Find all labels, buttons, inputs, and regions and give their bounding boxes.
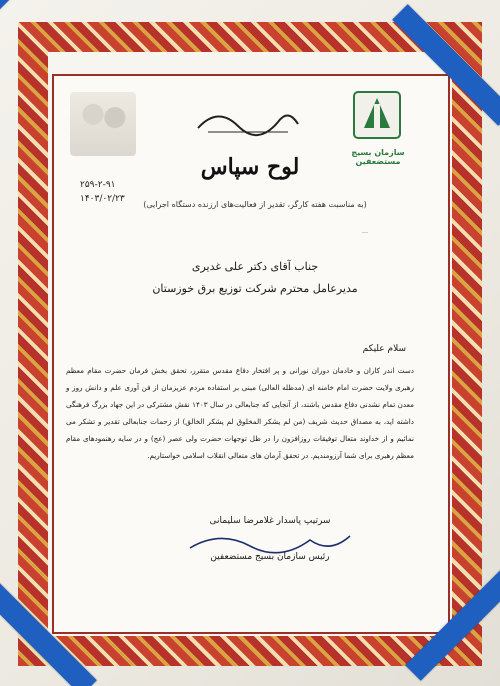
signatory-title: رئیس سازمان بسیج مستضعفین xyxy=(210,552,330,562)
greeting: سلام علیکم xyxy=(362,344,406,354)
certificate-title: لوح سپاس xyxy=(200,154,300,180)
small-note: … xyxy=(362,228,368,235)
recipient-title: مدیرعامل محترم شرکت توزیع برق خوزستان xyxy=(152,282,358,295)
recipient-block xyxy=(140,256,370,300)
recipient-name: جناب آقای دکتر علی غدیری xyxy=(191,260,319,273)
certificate-subtitle: (به مناسبت هفته کارگر، تقدیر از فعالیت‌های ارزنده دستگاه اجرایی) xyxy=(143,200,367,209)
basij-emblem-icon xyxy=(348,86,406,144)
organization-name: سازمان بسیج مستضعفین xyxy=(351,148,405,166)
body-text: دست اندر کاران و خادمان دوران نورانی و پر افتخار دفاع مقدس متقرر، تحقق بخش فرمان حضرت مقام معظم رهبری ولایت حضرت امام خامنه ای (مدظله العالی) مبنی بر استفاده مردم عزیزمان از فن آوری علم و دانش روز و معدن تمام نشدنی دفاع مقدس باشند، از آنجایی که جنابعالی در سال ۱۴۰۳ نقش مشترکی در این جهاد بزرگ فرهنگی داشته اید، به مصداق حدیث شریف (من لم یشکر المخلوق لم یشکر الخالق) از زحمات جنابعالی تقدیر و تشکر می نمائیم و از خداوند متعال توفیقات روزافزون را در ظل توجهات حضرت ولی عصر (عج) و در سایه رهنمودهای مقام معظم رهبری برای شما آرزومندیم. در تحقق آرمان های متعالی انقلاب اسلامی خواستاریم. xyxy=(66,366,414,460)
bismillah-calligraphy xyxy=(188,98,308,138)
signatory-name: سرتیپ پاسدار غلامرضا سلیمانی xyxy=(209,516,331,526)
reference-number: ۲۵۹-۲-۹۱ xyxy=(80,180,116,190)
reference-date: ۱۴۰۳/۰۲/۲۳ xyxy=(80,194,125,204)
portrait-image xyxy=(70,92,136,156)
